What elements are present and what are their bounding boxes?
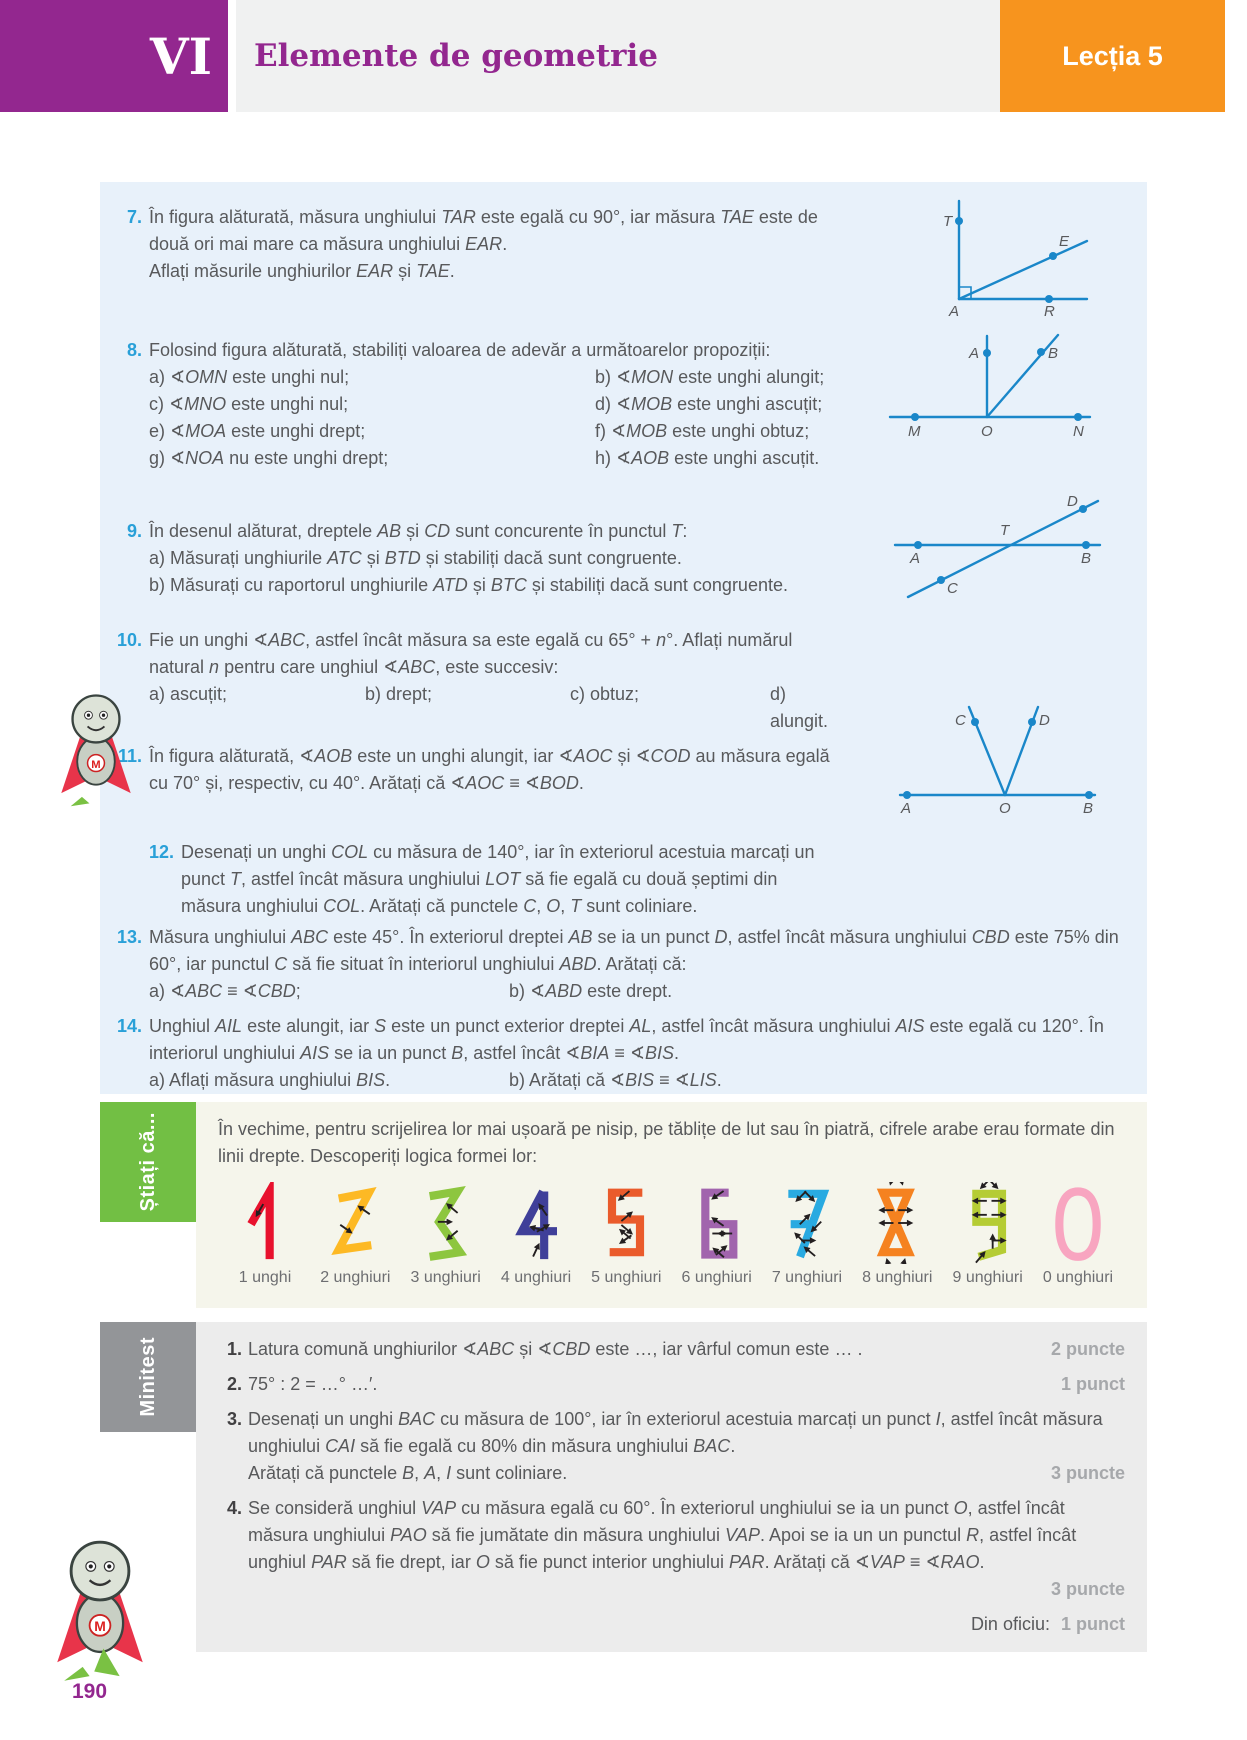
exercise-text: Folosind figura alăturată, stabiliți valoarea de adevăr a următoarelor propoziții: [149,340,771,360]
numeral-label: 9 unghiuri [952,1269,1023,1286]
option-b: b) ∢MON este unghi alungit; [595,367,825,387]
point-label-C: C [947,580,958,597]
option-a: a) ∢ABC ≡ ∢CBD; [149,981,301,1001]
numeral-1-glyph [237,1182,293,1264]
angle-arrow-icon [896,1182,906,1187]
item-number: 2. [226,1374,242,1394]
numeral-label: 2 unghiuri [320,1269,391,1286]
point-label-A: A [949,303,960,320]
did-you-know-section [100,1102,1147,1308]
svg-text:M: M [91,758,101,771]
numeral-label: 3 unghiuri [410,1269,481,1286]
item-text: Se consideră unghiul VAP cu măsura egală cu 60°. În exteriorul unghiului se ia un punct O, astfel încât măsura unghiului PAO să fie jumătate din măsura unghiului VAP. Apoi se ia un un punctul R, astfel încât unghiul PAR să fie drept, iar O să fie punct interior unghiului PAR. Arătați că ∢VAP ≡ ∢RAO. [248,1498,1077,1572]
item-text: Latura comună unghiurilor ∢ABC și ∢CBD este …, iar vârful comun este … . [248,1339,863,1359]
item-number: 4. [226,1498,242,1518]
minitest-sidebar [100,1322,196,1432]
point-label-O: O [999,800,1011,816]
item-points: 3 puncte [1050,1463,1125,1483]
minitest-footer [218,1611,1125,1638]
exercise-body [149,924,1123,1005]
options-list [149,681,849,735]
option-e: e) ∢MOA este unghi drept; [149,421,366,441]
exercise-number: 13. [116,927,142,947]
point-label-A: A [969,345,980,362]
minitest-content [196,1322,1147,1652]
point-label-T: T [943,213,953,230]
point-label-E: E [1059,233,1070,250]
point-label-A: A [910,550,921,567]
minitest-item-2 [218,1371,1125,1398]
minitest-label: Minitest [136,1337,159,1417]
point-label-M: M [908,423,921,440]
option-a: a) Aflați măsura unghiului BIS. [149,1070,391,1090]
numeral-label: 4 unghiuri [500,1269,572,1286]
exercise-number: 11. [117,746,142,766]
exercise-number: 10. [116,630,142,650]
numeral-0-glyph [1050,1182,1106,1264]
exercise-number: 7. [126,207,142,227]
numeral-5-glyph [598,1182,654,1264]
chapter-badge [0,0,228,112]
exercise-body [149,518,788,599]
did-you-know-label: Știați că... [136,1112,159,1212]
exercise-text: În figura alăturată, ∢AOB este un unghi alungit, iar ∢AOC și ∢COD au măsura egală cu 70° și, respectiv, cu 40°. Arătați că ∢AOC ≡ ∢BOD. [149,746,830,793]
exercise-body [149,743,849,797]
option-d: d) ∢MOB este unghi ascuțit; [595,394,823,414]
item-number: 3. [226,1409,242,1429]
lesson-badge [1000,0,1225,112]
exercises-panel [100,182,1147,1094]
option-b: b) Măsurați cu raportorul unghiurile ATD și BTC și stabiliți dacă sunt congruente. [149,575,788,595]
did-you-know-content [196,1102,1147,1308]
option-g: g) ∢NOA nu este unghi drept; [149,448,389,468]
exercise-13 [112,924,1123,1005]
exercise-text: Aflați măsurile unghiurilor EAR și TAE. [149,261,455,281]
numeral-7-glyph [779,1182,835,1264]
option-f: f) ∢MOB este unghi obtuz; [595,421,810,441]
numeral-figure-4 [493,1182,579,1288]
option-c: c) ∢MNO este unghi nul; [149,394,349,414]
exercise-12 [144,839,1123,920]
figure-rays-MON [885,333,1095,445]
exercise-14 [112,1013,1123,1094]
numeral-label: 5 unghiuri [591,1269,662,1286]
point-label-B: B [1048,345,1059,362]
item-points: 3 puncte [1050,1579,1125,1599]
item-points: 1 punct [1060,1374,1125,1394]
numeral-figure-3 [403,1182,489,1288]
point-label-D: D [1039,712,1050,729]
footer-points: 1 punct [1060,1614,1125,1634]
figure-lines-AB-CD [890,493,1105,603]
exercise-text: În figura alăturată, măsura unghiului TAR este egală cu 90°, iar măsura TAE este de două ori mai mare ca măsura unghiului EAR. [149,207,818,254]
angle-arrow-icon [884,1257,894,1264]
did-you-know-sidebar [100,1102,196,1222]
minitest-item-3 [218,1406,1125,1487]
point-label-R: R [1044,303,1055,320]
exercise-number: 9. [126,521,142,541]
angle-arrow-icon [887,1182,897,1187]
footer-label: Din oficiu: [970,1614,1050,1634]
numeral-figure-6 [674,1182,760,1288]
exercise-body [149,627,849,735]
exercise-text: Măsura unghiului ABC este 45°. În exteriorul dreptei AB se ia un punct D, astfel încât măsura unghiului CBD este 75% din 60°, iar punctul C să fie situat în interiorul unghiului ABD. Arătați că: [149,927,1119,974]
option-b: b) Arătați că ∢BIS ≡ ∢LIS. [509,1070,722,1090]
numeral-3-glyph [418,1182,474,1264]
minitest-item-1 [218,1336,1125,1363]
exercise-body [149,204,829,285]
numeral-figure-8 [854,1182,940,1288]
numeral-label: 0 unghiuri [1042,1269,1114,1286]
page-title: Elemente de geometrie [254,37,658,74]
exercise-number: 8. [126,340,142,360]
numeral-label: 8 unghiuri [862,1269,933,1286]
exercise-body [149,1013,1123,1094]
exercise-number: 14. [116,1016,142,1036]
numeral-figure-5 [583,1182,669,1288]
mascot-icon [52,688,140,810]
numeral-figure-0 [1035,1182,1121,1288]
options-list [149,1067,1123,1094]
point-label-T: T [1000,522,1010,539]
point-label-A: A [901,800,912,816]
exercise-body [149,337,824,472]
numeral-8-glyph [869,1182,925,1264]
svg-text:M: M [94,1618,106,1635]
numeral-figure-1 [222,1182,308,1288]
numeral-figure-7 [764,1182,850,1288]
figure-angle-TAR [935,198,1095,320]
minitest-item-4 [218,1495,1125,1603]
option-h: h) ∢AOB este unghi ascuțit. [595,448,820,468]
lesson-label: Lecția 5 [1062,40,1163,71]
numeral-label: 7 unghiuri [771,1269,843,1286]
exercise-text: Unghiul AIL este alungit, iar S este un punct exterior dreptei AL, astfel încât măsura unghiului AIS este egală cu 120°. În interiorul unghiului AIS se ia un punct B, astfel încât ∢BIA ≡ ∢BIS. [149,1016,1104,1063]
angle-arrow-icon [712,1230,727,1237]
numeral-6-glyph [689,1182,745,1264]
mascot-icon [48,1524,152,1692]
numeral-label: 1 unghi [238,1269,292,1286]
option-a: a) Măsurați unghiurile ATC și BTD și stabiliți dacă sunt congruente. [149,548,682,568]
options-list [149,364,824,472]
point-label-D: D [1067,493,1078,510]
numeral-2-glyph [327,1182,383,1264]
figure-rays-AOB-COD [895,700,1100,816]
point-label-O: O [981,423,993,440]
item-text: Arătați că punctele B, A, I sunt coliniare. [248,1463,568,1483]
exercise-number: 12. [148,842,174,862]
numeral-figure-9 [945,1182,1031,1288]
exercise-body [181,839,831,920]
page-number: 190 [72,1680,108,1703]
option-c: c) obtuz; [570,684,640,704]
angular-numerals-row [218,1182,1125,1288]
main-content [100,182,1147,1652]
page-header [0,0,1247,112]
numeral-9-glyph [960,1182,1016,1264]
option-d: d) alungit. [770,684,829,731]
angle-arrow-icon [898,1257,908,1264]
option-a: a) ascuțit; [149,684,228,704]
option-a: a) ∢OMN este unghi nul; [149,367,350,387]
chapter-number: VI [149,26,212,86]
did-you-know-text: În vechime, pentru scrijelirea lor mai ușoară pe nisip, pe tăblițe de lut sau în piatră, cifrele arabe erau formate din linii drepte. Descoperiți logica formei lor: [218,1119,1115,1166]
item-points: 2 puncte [1050,1339,1125,1359]
point-label-B: B [1083,800,1094,816]
numeral-figure-2 [312,1182,398,1288]
point-label-B: B [1081,550,1092,567]
exercise-text: În desenul alăturat, dreptele AB și CD sunt concurente în punctul T: [149,521,688,541]
minitest-section [100,1322,1147,1652]
item-number: 1. [226,1339,242,1359]
options-list [149,978,1123,1005]
item-text: Desenați un unghi BAC cu măsura de 100°, iar în exteriorul acestuia marcați un punct I, astfel încât măsura unghiului CAI să fie egală cu 80% din măsura unghiului BAC. [248,1409,1103,1456]
option-b: b) drept; [365,684,433,704]
option-b: b) ∢ABD este drept. [509,981,673,1001]
point-label-C: C [955,712,966,729]
item-text: 75° : 2 = …° …′. [248,1374,378,1394]
numeral-4-glyph [508,1182,564,1264]
numeral-label: 6 unghiuri [681,1269,752,1286]
point-label-N: N [1073,423,1084,440]
exercise-text: Desenați un unghi COL cu măsura de 140°, iar în exteriorul acestuia marcați un punct T, astfel încât măsura unghiului LOT să fie egală cu două șeptimi din măsura unghiului COL. Arătați că punctele C, O, T sunt coliniare. [181,842,815,916]
exercise-text: Fie un unghi ∢ABC, astfel încât măsura sa este egală cu 65° + n°. Aflați numărul natural n pentru care unghiul ∢ABC, este succesiv: [149,630,793,677]
